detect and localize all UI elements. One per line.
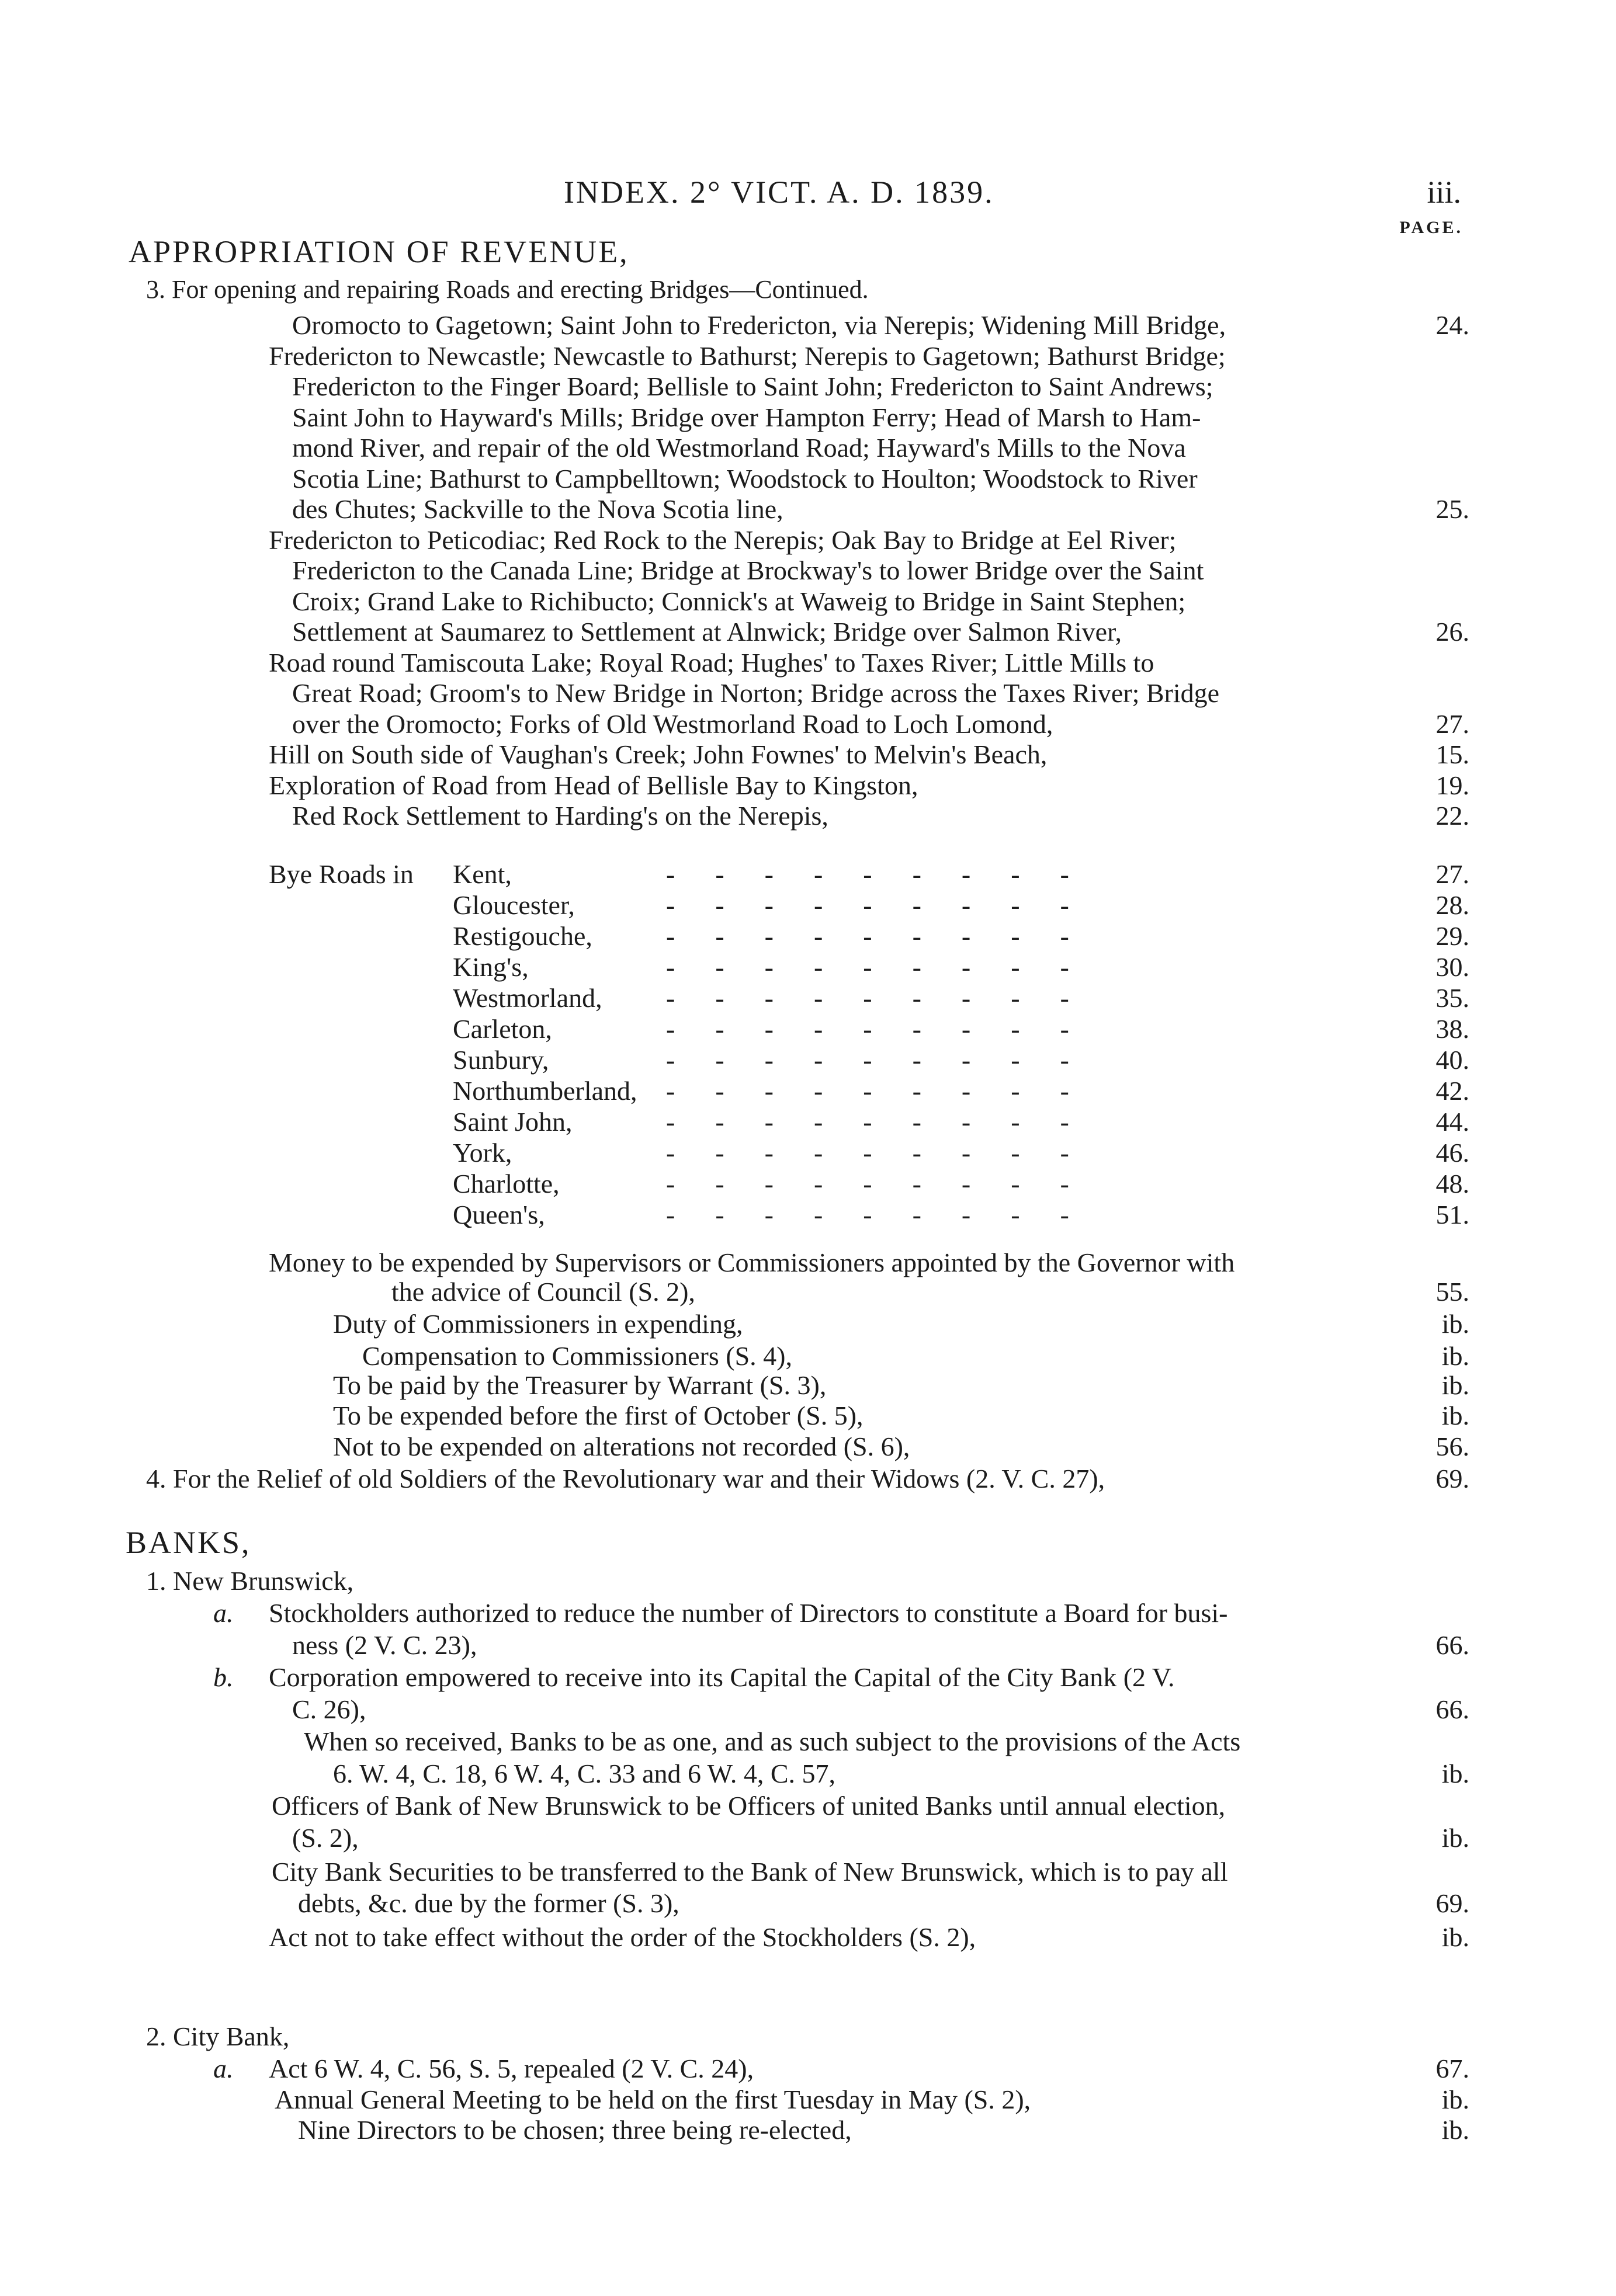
page-reference: 35. [1435, 983, 1469, 1013]
entry-text: ness (2 V. C. 23), [292, 1630, 477, 1660]
bank-line [0, 1822, 1469, 1859]
entry-text: Money to be expended by Supervisors or Commissioners appointed by the Governor with [269, 1248, 1235, 1277]
entry-text: debts, &c. due by the former (S. 3), [298, 1888, 679, 1918]
page-header [0, 174, 1616, 237]
entry-text: Restigouche, [453, 921, 592, 951]
entry-text: Annual General Meeting to be held on the first Tuesday in May (S. 2), [275, 2085, 1031, 2114]
page-reference: 56. [1435, 1432, 1469, 1461]
dash-leader: - - - - - - - - - [666, 1014, 1069, 1044]
entry-text: 6. W. 4, C. 18, 6 W. 4, C. 33 and 6 W. 4, C. 57, [333, 1759, 836, 1788]
entry-text: Croix; Grand Lake to Richibucto; Connick's at Waweig to Bridge in Saint Stephen; [292, 586, 1186, 616]
entry-text: Settlement at Saumarez to Settlement at Alnwick; Bridge over Salmon River, [292, 617, 1122, 647]
page-reference: ib. [1441, 1341, 1469, 1371]
entry-text: Kent, [453, 859, 512, 889]
entry-text: mond River, and repair of the old Westmorland Road; Hayward's Mills to the Nova [292, 433, 1186, 463]
entry-text: Carleton, [453, 1014, 552, 1044]
dash-leader: - - - - - - - - - [666, 1200, 1069, 1229]
entry-text: Fredericton to the Finger Board; Bellisle to Saint John; Fredericton to Saint Andrews; [292, 371, 1213, 401]
page-reference: ib. [1441, 2085, 1469, 2114]
page-reference: 22. [1435, 801, 1469, 831]
entry-text: To be paid by the Treasurer by Warrant (S. 3), [333, 1370, 827, 1400]
entry-text: the advice of Council (S. 2), [391, 1277, 695, 1307]
entry-text: Corporation empowered to receive into its Capital the Capital of the City Bank (2 V. [269, 1662, 1175, 1692]
bank-heading-text: 1. New Brunswick, [146, 1566, 354, 1596]
page-reference: 55. [1435, 1277, 1469, 1307]
entry-text: Stockholders authorized to reduce the number of Directors to constitute a Board for busi- [269, 1598, 1228, 1628]
money-line [0, 1308, 1469, 1345]
page-reference: 26. [1435, 617, 1469, 647]
dash-leader: - - - - - - - - - [666, 1107, 1069, 1137]
page-reference: ib. [1441, 1401, 1469, 1430]
dash-leader: - - - - - - - - - [666, 983, 1069, 1013]
page-reference: 25. [1435, 494, 1469, 524]
page-reference: ib. [1441, 1759, 1469, 1788]
entry-text: Act 6 W. 4, C. 56, S. 5, repealed (2 V. C. 24), [269, 2054, 754, 2083]
bank-line [0, 1856, 1469, 1892]
entry-text: Exploration of Road from Head of Bellisle Bay to Kingston, [269, 770, 918, 800]
dash-leader: - - - - - - - - - [666, 921, 1069, 951]
page-reference: 27. [1435, 708, 1469, 739]
entry-text: 4. For the Relief of old Soldiers of the Revolutionary war and their Widows (2. V. C. 27), [146, 1464, 1105, 1493]
page-column-label: PAGE. [1399, 218, 1463, 237]
entry-text: Compensation to Commissioners (S. 4), [362, 1341, 792, 1371]
item4-row [0, 1463, 1469, 1499]
entry-text: Oromocto to Gagetown; Saint John to Fredericton, via Nerepis; Widening Mill Bridge, [292, 310, 1226, 340]
entry-text: When so received, Banks to be as one, and as such subject to the provisions of the Acts [304, 1727, 1241, 1756]
page-reference: 19. [1435, 770, 1469, 800]
page-reference: 66. [1435, 1694, 1469, 1724]
entry-text: King's, [453, 952, 529, 982]
page-reference: ib. [1441, 1922, 1469, 1952]
entry-text: Hill on South side of Vaughan's Creek; John Fownes' to Melvin's Beach, [269, 739, 1048, 769]
entry-text: Saint John to Hayward's Mills; Bridge over Hampton Ferry; Head of Marsh to Ham- [292, 402, 1201, 432]
dash-leader: - - - - - - - - - [666, 952, 1069, 982]
page-reference: 40. [1435, 1045, 1469, 1075]
page-reference: 67. [1435, 2054, 1469, 2083]
bank-line [0, 1630, 1469, 1666]
page-reference: ib. [1441, 1370, 1469, 1400]
entry-text: Road round Tamiscouta Lake; Royal Road; Hughes' to Taxes River; Little Mills to [269, 647, 1154, 678]
page-reference: 44. [1435, 1107, 1469, 1137]
dash-leader: - - - - - - - - - [666, 1169, 1069, 1199]
page-reference: 29. [1435, 921, 1469, 951]
entry-text: York, [453, 1138, 512, 1168]
dash-leader: - - - - - - - - - [666, 859, 1069, 889]
page-reference: 15. [1435, 739, 1469, 769]
entry-text: Charlotte, [453, 1169, 560, 1199]
page-reference: 24. [1435, 310, 1469, 340]
entry-text: Queen's, [453, 1200, 545, 1229]
dash-leader: - - - - - - - - - [666, 1045, 1069, 1075]
page-reference: 30. [1435, 952, 1469, 982]
page-reference: 38. [1435, 1014, 1469, 1044]
bank-line [0, 1790, 1469, 1826]
entry-text: Northumberland, [453, 1076, 637, 1106]
bank-line [0, 1726, 1469, 1762]
city-bank-text: 2. City Bank, [146, 2021, 290, 2051]
bank-line [0, 1694, 1469, 1730]
city-bank-line [0, 2114, 1469, 2151]
entry-text: Not to be expended on alterations not recorded (S. 6), [333, 1432, 910, 1461]
entry-text: over the Oromocto; Forks of Old Westmorland Road to Loch Lomond, [292, 708, 1053, 739]
page-number: iii. [1427, 175, 1461, 210]
money-line [0, 1431, 1469, 1467]
entry-text: City Bank Securities to be transferred to the Bank of New Brunswick, which is to pay all [272, 1857, 1228, 1887]
entry-text: To be expended before the first of October (S. 5), [333, 1401, 864, 1430]
page-reference: 69. [1435, 1464, 1469, 1493]
entry-text: Great Road; Groom's to New Bridge in Norton; Bridge across the Taxes River; Bridge [292, 678, 1220, 708]
page-reference: 51. [1435, 1200, 1469, 1229]
page-reference: 27. [1435, 859, 1469, 889]
item-mark: a. [213, 2054, 234, 2083]
section-title-banks: BANKS, [126, 1525, 251, 1560]
entry-text: Act not to take effect without the order of the Stockholders (S. 2), [269, 1922, 976, 1952]
entry-text: Scotia Line; Bathurst to Campbelltown; Woodstock to Houlton; Woodstock to River [292, 463, 1198, 494]
page-reference: ib. [1441, 1309, 1469, 1339]
item-mark: a. [213, 1598, 234, 1628]
entry-text: (S. 2), [292, 1823, 359, 1853]
bye-road-row [0, 1199, 1469, 1235]
bank-line [0, 1888, 1469, 1924]
entry-text: Gloucester, [453, 890, 575, 920]
entry-text: Sunbury, [453, 1045, 549, 1075]
entry-text: Red Rock Settlement to Harding's on the Nerepis, [292, 801, 828, 831]
bank-line [0, 1597, 1469, 1634]
entry-text: Fredericton to the Canada Line; Bridge at Brockway's to lower Bridge over the Saint [292, 555, 1204, 585]
entry-text: Saint John, [453, 1107, 573, 1137]
money-line [0, 1276, 1469, 1312]
entry-text: Fredericton to Newcastle; Newcastle to Bathurst; Nerepis to Gagetown; Bathurst Bridge; [269, 341, 1226, 371]
dash-leader: - - - - - - - - - [666, 1138, 1069, 1168]
entry-text: des Chutes; Sackville to the Nova Scotia line, [292, 494, 783, 524]
page-reference: ib. [1441, 2115, 1469, 2145]
page-reference: 69. [1435, 1888, 1469, 1918]
item-mark: b. [213, 1662, 234, 1692]
bank-line [0, 1922, 1469, 1958]
entry-text: Fredericton to Peticodiac; Red Rock to the Nerepis; Oak Bay to Bridge at Eel River; [269, 524, 1177, 555]
bye-roads-label: Bye Roads in [269, 859, 414, 889]
entry-text: C. 26), [292, 1694, 366, 1724]
page-title: INDEX. 2° VICT. A. D. 1839. [564, 175, 994, 210]
bank-line [0, 1662, 1469, 1698]
page-reference: ib. [1441, 1823, 1469, 1853]
dash-leader: - - - - - - - - - [666, 1076, 1069, 1106]
page-reference: 28. [1435, 890, 1469, 920]
page-reference: 66. [1435, 1630, 1469, 1660]
page-reference: 46. [1435, 1138, 1469, 1168]
appropriation-line [0, 800, 1469, 836]
dash-leader: - - - - - - - - - [666, 890, 1069, 920]
subsection-text: 3. For opening and repairing Roads and erecting Bridges—Continued. [146, 275, 869, 304]
entry-text: Westmorland, [453, 983, 602, 1013]
section-title-appropriation: APPROPRIATION OF REVENUE, [129, 234, 629, 269]
entry-text: Nine Directors to be chosen; three being re-elected, [298, 2115, 852, 2145]
bank-line [0, 1758, 1469, 1794]
page-reference: 48. [1435, 1169, 1469, 1199]
entry-text: Officers of Bank of New Brunswick to be Officers of united Banks until annual election, [272, 1791, 1226, 1821]
page-reference: 42. [1435, 1076, 1469, 1106]
entry-text: Duty of Commissioners in expending, [333, 1309, 743, 1339]
